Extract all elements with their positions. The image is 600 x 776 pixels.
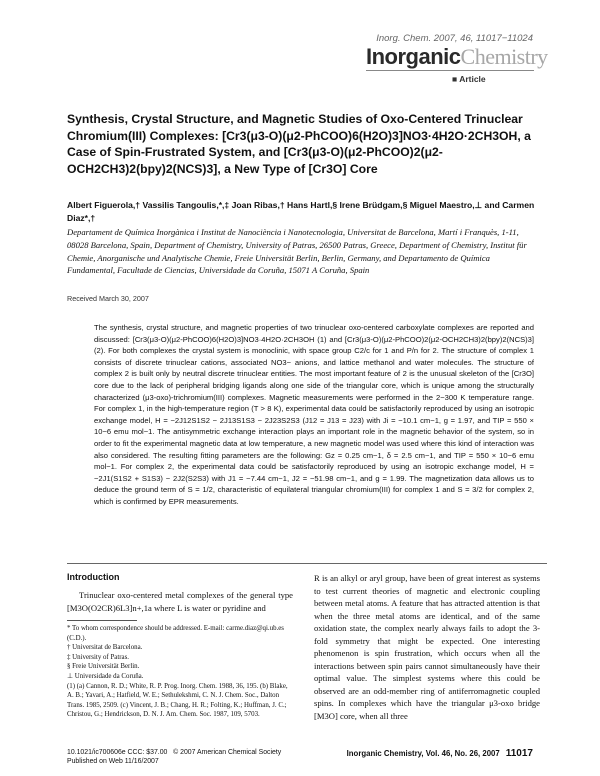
footer-right <box>347 748 533 759</box>
journal-logo <box>366 44 548 70</box>
article-type-label: Article <box>459 74 486 84</box>
doi-text: 10.1021/ic700606e CCC: $37.00 <box>67 749 168 756</box>
footnote-affil-2: ‡ University of Patras. <box>67 653 130 661</box>
journal-logo-word2: Chemistry <box>460 44 548 69</box>
footnote-correspondence: * To whom correspondence should be addressed. E-mail: carme.diaz@qi.ub.es (C.D.). <box>67 625 284 642</box>
received-date: Received March 30, 2007 <box>67 294 149 303</box>
footnote-reference-1: (1) (a) Cannon, R. D.; White, R. P. Prog. Inorg. Chem. 1988, 36, 195. (b) Blake, A. B.; Yavari, A.; Hatfield, W. E.; Sethulekshmi, C. N. J. Chem. Soc., Dalton Trans. 1985, 2509. (c) Vincent, J. B.; Chang, H. R.; Folting, K.; Huffman, J. C.; Christou, G.; Hendrickson, D. N. J. Am. Chem. Soc. 1987, 109, 5703. <box>67 682 288 719</box>
paper-title: Synthesis, Crystal Structure, and Magnetic Studies of Oxo-Centered Trinuclear Chromium(III) Complexes: [Cr3(μ3-O)(μ2-PhCOO)6(H2O)3]NO3·4H2O·2CH3OH, a Case of Spin-Frustrated System, and [Cr3(μ3-O)(μ2-PhCOO)2(μ2-OCH2CH3)2(bpy)2(NCS)3], a New Type of [Cr3O] Core <box>67 112 531 176</box>
section-divider <box>67 563 547 564</box>
footnotes <box>67 624 293 720</box>
footnote-affil-4: ⊥ Universidade da Coruña. <box>67 672 144 680</box>
introduction-right-column: R is an alkyl or aryl group, have been of great interest as systems to test current theories of magnetic and electronic coupling between metal atoms. A feature that has attracted attention is that when the three metal atoms are identical, and of the same oxidation state, the complex nearly always fails to adopt the 3-fold symmetry that might be expected. One interesting phenomenon is spin frustration, which occurs when all the interactions between spin pairs cannot simultaneously have their optimal value. The simplest systems where this could be observed are an odd-member ring of antiferromagnetic coupled spins. In complexes which have the triangular μ3-oxo bridge [M3O] core, when all three <box>314 573 540 721</box>
author-list: Albert Figuerola,† Vassilis Tangoulis,*,‡ Joan Ribas,† Hans Hartl,§ Irene Brüdgam,§ Miguel Maestro,⊥ and Carmen Diaz*,† <box>67 200 535 223</box>
affiliations: Departament de Química Inorgànica i Institut de Nanociència i Nanotecnologia, Universitat de Barcelona, Martí i Franquès, 1-11, 08028 Barcelona, Spain, Department of Chemistry, University of Patras, 26500 Patras, Greece, Department of Chemistry, Institut für Chemie, Anorganische und Analytische Chemie, Freie Universität Berlin, Berlin, Germany, and Departamento de Química Fundamental, Facultade de Ciencias, Universidade da Coruña, 15071 A Coruña, Spain <box>67 227 527 276</box>
article-type: ■ Article <box>452 74 486 84</box>
footnote-rule <box>67 620 137 621</box>
page-number: 11017 <box>505 748 533 759</box>
footer-left <box>67 748 281 766</box>
introduction-left-column: Trinuclear oxo-centered metal complexes of the general type [M3O(O2CR)6L3]n+,1a where L is water or pyridine and <box>67 590 293 613</box>
published-date: Published on Web 11/16/2007 <box>67 758 159 766</box>
footnote-affil-3: § Freie Universität Berlin. <box>67 663 140 671</box>
header-rule <box>366 70 534 71</box>
section-heading-introduction: Introduction <box>67 572 120 582</box>
journal-issue: Inorganic Chemistry, Vol. 46, No. 26, 2007 <box>346 749 500 758</box>
abstract: The synthesis, crystal structure, and magnetic properties of two trinuclear oxo-centered carboxylate complexes are reported and discussed: [Cr3(μ3-O)(μ2-PhCOO)6(H2O)3]NO3·4H2O·2CH3OH (1) and [Cr3(μ3-O)(μ2-PhCOO)2(μ2-OCH2CH3)2(bpy)2(NCS)3] (2). For both complexes the crystal system is monoclinic, with space group C2/c for 1 and P/n for 2. The structure of complex 1 consists of discrete trinuclear cations, associated NO3− anions, and lattice methanol and water molecules. The structure of complex 2 is built only by neutral discrete trinuclear entities. The most important feature of 2 is the unusual skeleton of the [Cr3O] core due to the lack of peripheral bridging ligands along one side of the triangular core, which is unique among the structurally characterized (μ3-oxo)-trichromium(III) complexes. Magnetic measurements were performed in the 2−300 K temperature range. For complex 1, in the high-temperature region (T > 8 K), experimental data could be satisfactorily reproduced by using an isotropic exchange model, H = −2J12S1S2 − 2J13S1S3 − 2J23S2S3 (J12 = J13 = J23) with Ji = −10.1 cm−1, g = 1.97, and TIP = 550 × 10−6 emu mol−1. The antisymmetric exchange interaction plays an important role in the magnetic behavior of the system, so in order to fit the experimental magnetic data at low temperature, a new magnetic model was used where this kind of interaction was also considered. The resulting fitting parameters are the following: Gz = 0.25 cm−1, δ = 2.5 cm−1, and TIP = 550 × 10−6 emu mol−1. For complex 2, the experimental data could be satisfactorily reproduced by using an isotropic exchange model, H = −2J1(S1S2 + S1S3) − 2J2(S2S3) with J1 = −7.44 cm−1, J2 = −51.98 cm−1, and g = 1.99. The magnetization data allows us to deduce the ground term of S = 1/2, characteristic of equilateral triangular chromium(III) for complex 1 and S = 3/2 for complex 2, which is confirmed by EPR measurements. <box>94 323 534 506</box>
journal-logo-word1: Inorganic <box>366 44 461 69</box>
footnote-affil-1: † Universitat de Barcelona. <box>67 644 143 652</box>
copyright: © 2007 American Chemical Society <box>173 749 282 756</box>
journal-citation: Inorg. Chem. 2007, 46, 11017−11024 <box>376 33 533 44</box>
